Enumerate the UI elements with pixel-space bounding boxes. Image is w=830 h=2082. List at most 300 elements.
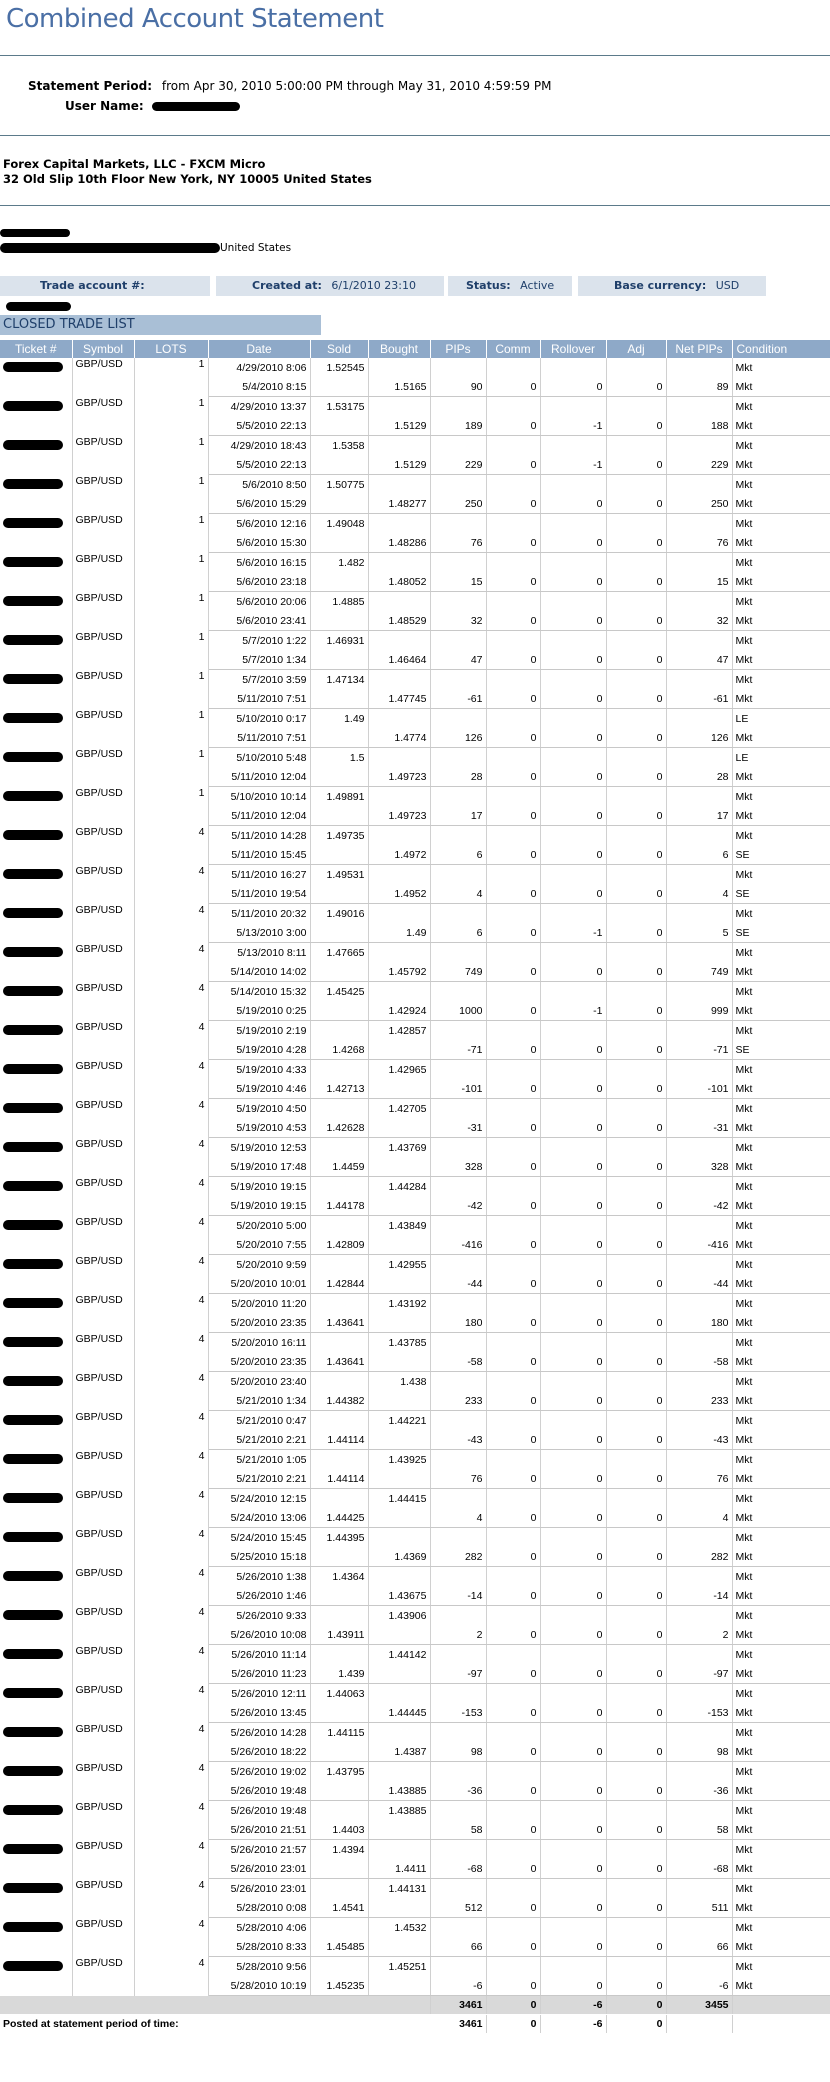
adj-cell: 0 — [606, 1859, 666, 1879]
redacted-ticket-number — [3, 1610, 63, 1620]
open-adj-empty — [606, 1801, 666, 1821]
open-sold-cell: 1.49891 — [310, 787, 368, 807]
pips-cell: 749 — [430, 962, 486, 982]
pips-cell: 90 — [430, 377, 486, 397]
open-comm-empty — [486, 1450, 540, 1470]
comm-cell: 0 — [486, 1118, 540, 1138]
close-sold-cell — [310, 1859, 368, 1879]
open-comm-empty — [486, 1255, 540, 1275]
open-bought-cell: 1.43885 — [368, 1801, 430, 1821]
open-adj-empty — [606, 1138, 666, 1158]
close-date-cell: 5/4/2010 8:15 — [208, 377, 310, 397]
close-date-cell: 5/20/2010 7:55 — [208, 1235, 310, 1255]
open-net-empty — [666, 904, 732, 924]
symbol-cell: GBP/USD — [72, 748, 134, 787]
open-condition-cell: Mkt — [732, 982, 830, 1002]
net-pips-cell: 282 — [666, 1547, 732, 1567]
redacted-ticket-number — [3, 1181, 63, 1191]
open-net-empty — [666, 826, 732, 846]
ticket-cell — [0, 943, 72, 982]
open-condition-cell: Mkt — [732, 1762, 830, 1782]
open-condition-cell: Mkt — [732, 1372, 830, 1392]
net-pips-cell: 749 — [666, 962, 732, 982]
open-adj-empty — [606, 1957, 666, 1977]
close-sold-cell — [310, 806, 368, 826]
created-at-value: 6/1/2010 23:10 — [331, 279, 416, 292]
open-bought-cell — [368, 670, 430, 690]
open-comm-empty — [486, 826, 540, 846]
comm-cell: 0 — [486, 1898, 540, 1918]
close-sold-cell: 1.4403 — [310, 1820, 368, 1840]
net-pips-cell: -36 — [666, 1781, 732, 1801]
open-pips-empty — [430, 1918, 486, 1938]
open-date-cell: 5/20/2010 11:20 — [208, 1294, 310, 1314]
rollover-cell: 0 — [540, 1235, 606, 1255]
adj-cell: 0 — [606, 728, 666, 748]
rollover-cell: 0 — [540, 494, 606, 514]
open-pips-empty — [430, 397, 486, 417]
close-sold-cell — [310, 767, 368, 787]
open-bought-cell — [368, 631, 430, 651]
trade-open-row — [0, 1684, 830, 1704]
open-comm-empty — [486, 397, 540, 417]
symbol-cell: GBP/USD — [72, 1138, 134, 1177]
open-net-empty — [666, 1177, 732, 1197]
lots-cell: 4 — [134, 1294, 208, 1333]
rollover-cell: 0 — [540, 1664, 606, 1684]
redacted-ticket-number — [3, 947, 63, 957]
open-rollover-empty — [540, 1957, 606, 1977]
open-net-empty — [666, 475, 732, 495]
adj-cell: 0 — [606, 1937, 666, 1957]
open-pips-empty — [430, 1177, 486, 1197]
open-pips-empty — [430, 1684, 486, 1704]
trade-open-row — [0, 1489, 830, 1509]
base-currency-value: USD — [715, 279, 740, 292]
open-rollover-empty — [540, 475, 606, 495]
adj-cell: 0 — [606, 611, 666, 631]
open-condition-cell: Mkt — [732, 943, 830, 963]
redacted-ticket-number — [3, 1727, 63, 1737]
close-date-cell: 5/24/2010 13:06 — [208, 1508, 310, 1528]
trade-open-row — [0, 1723, 830, 1743]
lots-cell: 1 — [134, 397, 208, 436]
trade-open-row — [0, 475, 830, 495]
open-pips-empty — [430, 1528, 486, 1548]
pips-cell: 512 — [430, 1898, 486, 1918]
ticket-cell — [0, 1138, 72, 1177]
close-sold-cell: 1.42713 — [310, 1079, 368, 1099]
ticket-cell — [0, 1801, 72, 1840]
statement-period-label: Statement Period: — [28, 79, 153, 93]
col-condition: Condition — [732, 340, 830, 358]
comm-cell: 0 — [486, 377, 540, 397]
symbol-cell: GBP/USD — [72, 358, 134, 397]
trade-open-row — [0, 1177, 830, 1197]
net-pips-cell: 15 — [666, 572, 732, 592]
open-date-cell: 5/6/2010 16:15 — [208, 553, 310, 573]
open-net-empty — [666, 1333, 732, 1353]
close-condition-cell: SE — [732, 884, 830, 904]
open-pips-empty — [430, 1294, 486, 1314]
net-pips-cell: 28 — [666, 767, 732, 787]
lots-cell: 4 — [134, 1645, 208, 1684]
open-bought-cell — [368, 358, 430, 377]
total-adj: 0 — [606, 1996, 666, 2015]
open-net-empty — [666, 1918, 732, 1938]
open-pips-empty — [430, 1060, 486, 1080]
redacted-ticket-number — [3, 1844, 63, 1854]
redacted-client-name — [0, 229, 70, 237]
ticket-cell — [0, 1879, 72, 1918]
net-pips-cell: 66 — [666, 1937, 732, 1957]
open-condition-cell: Mkt — [732, 1918, 830, 1938]
ticket-cell — [0, 436, 72, 475]
open-sold-cell: 1.50775 — [310, 475, 368, 495]
open-adj-empty — [606, 1723, 666, 1743]
symbol-cell: GBP/USD — [72, 670, 134, 709]
col-symbol: Symbol — [72, 340, 134, 358]
open-pips-empty — [430, 748, 486, 768]
trade-open-row — [0, 1411, 830, 1431]
close-bought-cell — [368, 1313, 430, 1333]
close-condition-cell: Mkt — [732, 1235, 830, 1255]
open-sold-cell — [310, 1450, 368, 1470]
net-pips-cell: -71 — [666, 1040, 732, 1060]
close-date-cell: 5/28/2010 0:08 — [208, 1898, 310, 1918]
open-bought-cell: 1.42955 — [368, 1255, 430, 1275]
redacted-ticket-number — [3, 1571, 63, 1581]
open-bought-cell: 1.44131 — [368, 1879, 430, 1899]
open-pips-empty — [430, 1411, 486, 1431]
open-pips-empty — [430, 436, 486, 456]
created-at-label: Created at: — [252, 279, 322, 292]
symbol-cell: GBP/USD — [72, 1684, 134, 1723]
close-bought-cell: 1.42924 — [368, 1001, 430, 1021]
redacted-ticket-number — [3, 1337, 63, 1347]
posted-row — [0, 2015, 830, 2034]
symbol-cell: GBP/USD — [72, 1957, 134, 1996]
close-bought-cell: 1.47745 — [368, 689, 430, 709]
open-bought-cell: 1.42705 — [368, 1099, 430, 1119]
adj-cell: 0 — [606, 1118, 666, 1138]
open-comm-empty — [486, 1606, 540, 1626]
ticket-cell — [0, 358, 72, 397]
pips-cell: -97 — [430, 1664, 486, 1684]
open-sold-cell: 1.4394 — [310, 1840, 368, 1860]
open-bought-cell — [368, 1723, 430, 1743]
open-condition-cell: Mkt — [732, 553, 830, 573]
close-condition-cell: Mkt — [732, 377, 830, 397]
lots-cell: 4 — [134, 1489, 208, 1528]
lots-cell: 4 — [134, 1606, 208, 1645]
comm-cell: 0 — [486, 1196, 540, 1216]
ticket-cell — [0, 1918, 72, 1957]
ticket-cell — [0, 1255, 72, 1294]
open-comm-empty — [486, 904, 540, 924]
open-adj-empty — [606, 358, 666, 377]
open-date-cell: 5/20/2010 23:40 — [208, 1372, 310, 1392]
close-bought-cell — [368, 1937, 430, 1957]
symbol-cell: GBP/USD — [72, 1060, 134, 1099]
status-field — [448, 276, 572, 296]
open-rollover-empty — [540, 1138, 606, 1158]
trade-open-row — [0, 631, 830, 651]
adj-cell: 0 — [606, 1625, 666, 1645]
symbol-cell: GBP/USD — [72, 1255, 134, 1294]
open-condition-cell: Mkt — [732, 1138, 830, 1158]
adj-cell: 0 — [606, 1742, 666, 1762]
pips-cell: 180 — [430, 1313, 486, 1333]
comm-cell: 0 — [486, 1859, 540, 1879]
open-date-cell: 4/29/2010 18:43 — [208, 436, 310, 456]
col-adj: Adj — [606, 340, 666, 358]
redacted-ticket-number — [3, 440, 63, 450]
open-pips-empty — [430, 358, 486, 377]
open-pips-empty — [430, 1216, 486, 1236]
open-rollover-empty — [540, 514, 606, 534]
open-sold-cell: 1.482 — [310, 553, 368, 573]
open-adj-empty — [606, 1450, 666, 1470]
open-net-empty — [666, 397, 732, 417]
redacted-ticket-number — [3, 986, 63, 996]
open-pips-empty — [430, 1567, 486, 1587]
lots-cell: 4 — [134, 1840, 208, 1879]
close-bought-cell — [368, 1430, 430, 1450]
net-pips-cell: -61 — [666, 689, 732, 709]
lots-cell: 4 — [134, 865, 208, 904]
redacted-ticket-number — [3, 1025, 63, 1035]
close-date-cell: 5/20/2010 10:01 — [208, 1274, 310, 1294]
close-date-cell: 5/19/2010 0:25 — [208, 1001, 310, 1021]
lots-cell: 4 — [134, 1099, 208, 1138]
open-net-empty — [666, 514, 732, 534]
adj-cell: 0 — [606, 1274, 666, 1294]
open-adj-empty — [606, 553, 666, 573]
close-date-cell: 5/13/2010 3:00 — [208, 923, 310, 943]
open-condition-cell: Mkt — [732, 904, 830, 924]
lots-cell: 4 — [134, 1957, 208, 1996]
pips-cell: 6 — [430, 845, 486, 865]
open-bought-cell: 1.4532 — [368, 1918, 430, 1938]
rollover-cell: 0 — [540, 689, 606, 709]
open-date-cell: 5/26/2010 1:38 — [208, 1567, 310, 1587]
adj-cell: 0 — [606, 1508, 666, 1528]
redacted-ticket-number — [3, 635, 63, 645]
close-date-cell: 5/11/2010 7:51 — [208, 689, 310, 709]
comm-cell: 0 — [486, 611, 540, 631]
pips-cell: -58 — [430, 1352, 486, 1372]
rollover-cell: 0 — [540, 1313, 606, 1333]
close-sold-cell — [310, 962, 368, 982]
open-rollover-empty — [540, 1723, 606, 1743]
net-pips-cell: 999 — [666, 1001, 732, 1021]
adj-cell: 0 — [606, 1781, 666, 1801]
open-date-cell: 4/29/2010 13:37 — [208, 397, 310, 417]
trade-open-row — [0, 1372, 830, 1392]
close-bought-cell: 1.4387 — [368, 1742, 430, 1762]
close-bought-cell — [368, 1274, 430, 1294]
rollover-cell: 0 — [540, 1820, 606, 1840]
trade-open-row — [0, 787, 830, 807]
close-date-cell: 5/26/2010 10:08 — [208, 1625, 310, 1645]
open-adj-empty — [606, 1411, 666, 1431]
close-condition-cell: Mkt — [732, 650, 830, 670]
open-net-empty — [666, 748, 732, 768]
open-date-cell: 5/26/2010 12:11 — [208, 1684, 310, 1704]
adj-cell: 0 — [606, 1664, 666, 1684]
base-currency-label: Base currency: — [614, 279, 707, 292]
comm-cell: 0 — [486, 1430, 540, 1450]
open-sold-cell: 1.53175 — [310, 397, 368, 417]
open-adj-empty — [606, 1294, 666, 1314]
adj-cell: 0 — [606, 1703, 666, 1723]
close-bought-cell: 1.5165 — [368, 377, 430, 397]
net-pips-cell: 32 — [666, 611, 732, 631]
open-comm-empty — [486, 436, 540, 456]
open-sold-cell: 1.46931 — [310, 631, 368, 651]
open-condition-cell: Mkt — [732, 358, 830, 377]
open-condition-cell: Mkt — [732, 1489, 830, 1509]
open-sold-cell: 1.44063 — [310, 1684, 368, 1704]
pips-cell: 32 — [430, 611, 486, 631]
close-condition-cell: Mkt — [732, 1820, 830, 1840]
open-condition-cell: LE — [732, 709, 830, 729]
lots-cell: 1 — [134, 670, 208, 709]
pips-cell: 2 — [430, 1625, 486, 1645]
posted-rollover: -6 — [540, 2015, 606, 2034]
pips-cell: 15 — [430, 572, 486, 592]
open-pips-empty — [430, 1879, 486, 1899]
open-sold-cell: 1.45425 — [310, 982, 368, 1002]
redacted-ticket-number — [3, 1961, 63, 1971]
close-condition-cell: Mkt — [732, 1937, 830, 1957]
closed-trade-table — [0, 340, 830, 2033]
trade-account-label: Trade account #: — [40, 279, 145, 292]
rollover-cell: 0 — [540, 1118, 606, 1138]
open-bought-cell: 1.44415 — [368, 1489, 430, 1509]
created-at-field — [216, 276, 444, 296]
rollover-cell: 0 — [540, 1391, 606, 1411]
ticket-cell — [0, 1216, 72, 1255]
symbol-cell: GBP/USD — [72, 1567, 134, 1606]
open-bought-cell — [368, 592, 430, 612]
open-condition-cell: Mkt — [732, 1333, 830, 1353]
redacted-ticket-number — [3, 401, 63, 411]
client-country: United States — [220, 242, 292, 254]
open-sold-cell — [310, 1060, 368, 1080]
net-pips-cell: 98 — [666, 1742, 732, 1762]
open-sold-cell: 1.49016 — [310, 904, 368, 924]
rollover-cell: 0 — [540, 650, 606, 670]
redacted-ticket-number — [3, 1766, 63, 1776]
rollover-cell: 0 — [540, 1430, 606, 1450]
rollover-cell: 0 — [540, 572, 606, 592]
pips-cell: 76 — [430, 533, 486, 553]
open-date-cell: 5/26/2010 23:01 — [208, 1879, 310, 1899]
open-bought-cell — [368, 1762, 430, 1782]
close-condition-cell: Mkt — [732, 1313, 830, 1333]
close-date-cell: 5/20/2010 23:35 — [208, 1313, 310, 1333]
open-adj-empty — [606, 1216, 666, 1236]
redacted-ticket-number — [3, 752, 63, 762]
trade-open-row — [0, 1138, 830, 1158]
net-pips-cell: 511 — [666, 1898, 732, 1918]
open-date-cell: 5/6/2010 12:16 — [208, 514, 310, 534]
adj-cell: 0 — [606, 1898, 666, 1918]
open-pips-empty — [430, 475, 486, 495]
ticket-cell — [0, 1684, 72, 1723]
open-adj-empty — [606, 1021, 666, 1041]
pips-cell: -43 — [430, 1430, 486, 1450]
rollover-cell: 0 — [540, 1625, 606, 1645]
net-pips-cell: -43 — [666, 1430, 732, 1450]
ticket-cell — [0, 1372, 72, 1411]
net-pips-cell: -31 — [666, 1118, 732, 1138]
open-rollover-empty — [540, 1372, 606, 1392]
open-net-empty — [666, 943, 732, 963]
col-pips: PIPs — [430, 340, 486, 358]
adj-cell: 0 — [606, 650, 666, 670]
net-pips-cell: -97 — [666, 1664, 732, 1684]
close-sold-cell — [310, 650, 368, 670]
open-net-empty — [666, 1021, 732, 1041]
open-date-cell: 5/11/2010 20:32 — [208, 904, 310, 924]
open-comm-empty — [486, 1567, 540, 1587]
close-date-cell: 5/26/2010 11:23 — [208, 1664, 310, 1684]
pips-cell: -31 — [430, 1118, 486, 1138]
pips-cell: 328 — [430, 1157, 486, 1177]
trade-open-row — [0, 1879, 830, 1899]
symbol-cell: GBP/USD — [72, 787, 134, 826]
open-comm-empty — [486, 1021, 540, 1041]
rollover-cell: 0 — [540, 1079, 606, 1099]
symbol-cell: GBP/USD — [72, 1099, 134, 1138]
redacted-ticket-number — [3, 596, 63, 606]
close-date-cell: 5/20/2010 23:35 — [208, 1352, 310, 1372]
pips-cell: -153 — [430, 1703, 486, 1723]
open-condition-cell: Mkt — [732, 1879, 830, 1899]
total-rollover: -6 — [540, 1996, 606, 2015]
open-rollover-empty — [540, 1567, 606, 1587]
net-pips-cell: -42 — [666, 1196, 732, 1216]
open-comm-empty — [486, 1645, 540, 1665]
open-comm-empty — [486, 1177, 540, 1197]
trade-open-row — [0, 1840, 830, 1860]
open-sold-cell — [310, 1177, 368, 1197]
rollover-cell: 0 — [540, 1781, 606, 1801]
open-adj-empty — [606, 1567, 666, 1587]
ticket-cell — [0, 1450, 72, 1489]
open-date-cell: 5/26/2010 14:28 — [208, 1723, 310, 1743]
comm-cell: 0 — [486, 1040, 540, 1060]
close-sold-cell: 1.44425 — [310, 1508, 368, 1528]
open-pips-empty — [430, 1138, 486, 1158]
posted-adj: 0 — [606, 2015, 666, 2034]
total-pips: 3461 — [430, 1996, 486, 2015]
close-date-cell: 5/25/2010 15:18 — [208, 1547, 310, 1567]
trade-open-row — [0, 1216, 830, 1236]
lots-cell: 1 — [134, 553, 208, 592]
adj-cell: 0 — [606, 806, 666, 826]
symbol-cell: GBP/USD — [72, 514, 134, 553]
open-adj-empty — [606, 1879, 666, 1899]
close-sold-cell — [310, 884, 368, 904]
close-bought-cell: 1.43885 — [368, 1781, 430, 1801]
client-info — [0, 227, 291, 254]
rollover-cell: 0 — [540, 1859, 606, 1879]
open-sold-cell — [310, 1957, 368, 1977]
